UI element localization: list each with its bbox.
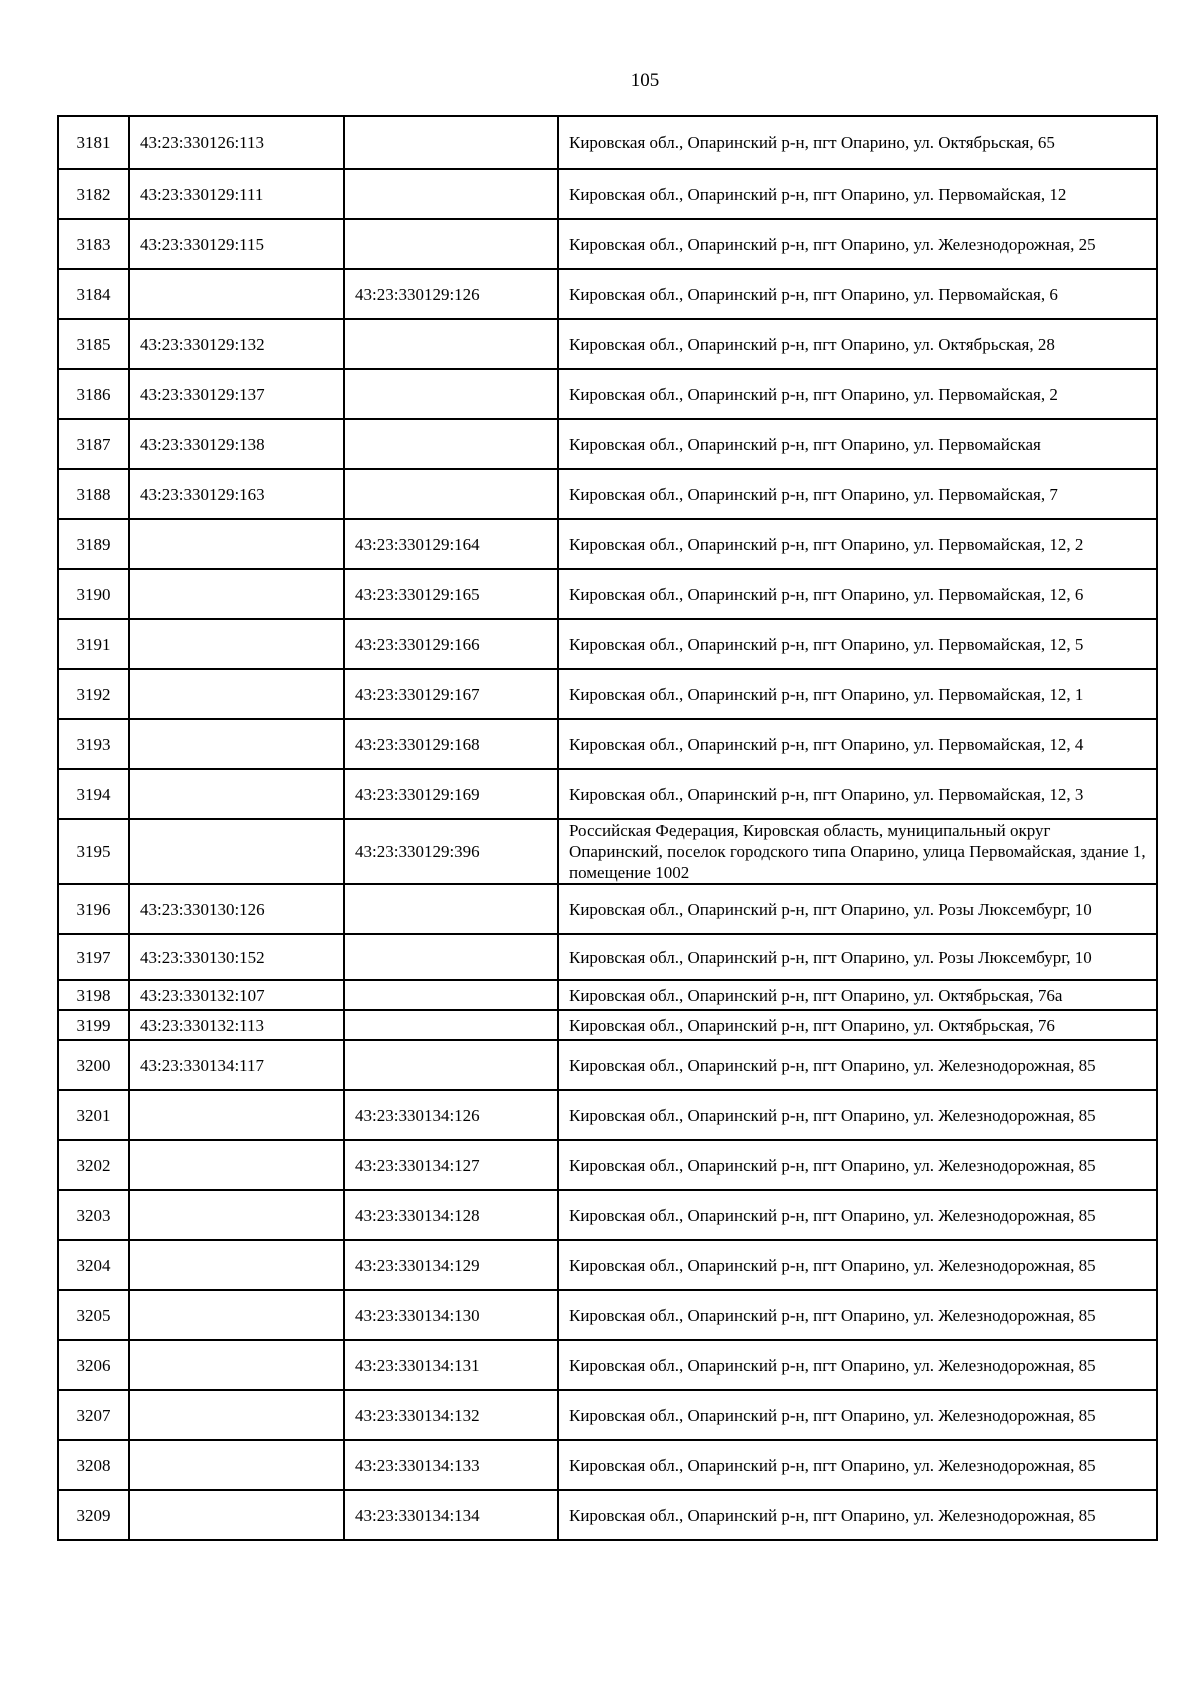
object-cadastral-number-cell: 43:23:330129:167	[344, 669, 558, 719]
address-cell: Кировская обл., Опаринский р-н, пгт Опарино, ул. Первомайская, 2	[558, 369, 1157, 419]
land-cadastral-number-cell: 43:23:330129:163	[129, 469, 344, 519]
address-cell: Кировская обл., Опаринский р-н, пгт Опарино, ул. Первомайская, 12, 6	[558, 569, 1157, 619]
row-number-cell: 3191	[58, 619, 129, 669]
table-row	[58, 419, 1157, 469]
object-cadastral-number-cell	[344, 884, 558, 934]
land-cadastral-number-cell	[129, 269, 344, 319]
address-cell: Кировская обл., Опаринский р-н, пгт Опарино, ул. Железнодорожная, 85	[558, 1340, 1157, 1390]
table-row	[58, 884, 1157, 934]
address-cell: Кировская обл., Опаринский р-н, пгт Опарино, ул. Железнодорожная, 85	[558, 1190, 1157, 1240]
object-cadastral-number-cell	[344, 369, 558, 419]
row-number-cell: 3200	[58, 1040, 129, 1090]
row-number-cell: 3204	[58, 1240, 129, 1290]
land-cadastral-number-cell: 43:23:330129:111	[129, 169, 344, 219]
land-cadastral-number-cell	[129, 1140, 344, 1190]
row-number-cell: 3189	[58, 519, 129, 569]
table-row	[58, 980, 1157, 1010]
land-cadastral-number-cell	[129, 769, 344, 819]
row-number-cell: 3205	[58, 1290, 129, 1340]
table-row	[58, 769, 1157, 819]
land-cadastral-number-cell	[129, 1240, 344, 1290]
row-number-cell: 3202	[58, 1140, 129, 1190]
row-number-cell: 3193	[58, 719, 129, 769]
table-row	[58, 1440, 1157, 1490]
object-cadastral-number-cell	[344, 319, 558, 369]
address-cell: Кировская обл., Опаринский р-н, пгт Опарино, ул. Первомайская, 12, 2	[558, 519, 1157, 569]
address-cell: Кировская обл., Опаринский р-н, пгт Опарино, ул. Октябрьская, 76а	[558, 980, 1157, 1010]
address-cell: Кировская обл., Опаринский р-н, пгт Опарино, ул. Железнодорожная, 25	[558, 219, 1157, 269]
land-cadastral-number-cell: 43:23:330130:152	[129, 934, 344, 980]
address-cell: Кировская обл., Опаринский р-н, пгт Опарино, ул. Первомайская, 12, 3	[558, 769, 1157, 819]
address-cell: Кировская обл., Опаринский р-н, пгт Опарино, ул. Железнодорожная, 85	[558, 1290, 1157, 1340]
table-row	[58, 116, 1157, 169]
land-cadastral-number-cell: 43:23:330129:137	[129, 369, 344, 419]
land-cadastral-number-cell	[129, 1490, 344, 1540]
object-cadastral-number-cell	[344, 116, 558, 169]
object-cadastral-number-cell	[344, 934, 558, 980]
address-cell: Кировская обл., Опаринский р-н, пгт Опарино, ул. Первомайская, 12	[558, 169, 1157, 219]
object-cadastral-number-cell: 43:23:330129:126	[344, 269, 558, 319]
row-number-cell: 3198	[58, 980, 129, 1010]
address-cell: Кировская обл., Опаринский р-н, пгт Опарино, ул. Первомайская, 12, 4	[558, 719, 1157, 769]
land-cadastral-number-cell	[129, 569, 344, 619]
land-cadastral-number-cell: 43:23:330134:117	[129, 1040, 344, 1090]
row-number-cell: 3197	[58, 934, 129, 980]
object-cadastral-number-cell	[344, 469, 558, 519]
table-row	[58, 1090, 1157, 1140]
row-number-cell: 3195	[58, 819, 129, 884]
address-cell: Кировская обл., Опаринский р-н, пгт Опарино, ул. Первомайская, 12, 5	[558, 619, 1157, 669]
row-number-cell: 3186	[58, 369, 129, 419]
address-cell: Кировская обл., Опаринский р-н, пгт Опарино, ул. Первомайская	[558, 419, 1157, 469]
land-cadastral-number-cell: 43:23:330126:113	[129, 116, 344, 169]
registry-table-body	[58, 116, 1157, 1540]
address-cell: Кировская обл., Опаринский р-н, пгт Опарино, ул. Розы Люксембург, 10	[558, 884, 1157, 934]
row-number-cell: 3182	[58, 169, 129, 219]
table-row	[58, 619, 1157, 669]
row-number-cell: 3181	[58, 116, 129, 169]
table-row	[58, 1040, 1157, 1090]
land-cadastral-number-cell: 43:23:330129:115	[129, 219, 344, 269]
object-cadastral-number-cell: 43:23:330129:164	[344, 519, 558, 569]
row-number-cell: 3183	[58, 219, 129, 269]
object-cadastral-number-cell: 43:23:330134:126	[344, 1090, 558, 1140]
row-number-cell: 3208	[58, 1440, 129, 1490]
table-row	[58, 469, 1157, 519]
table-row	[58, 1140, 1157, 1190]
row-number-cell: 3187	[58, 419, 129, 469]
address-cell: Кировская обл., Опаринский р-н, пгт Опарино, ул. Первомайская, 12, 1	[558, 669, 1157, 719]
land-cadastral-number-cell: 43:23:330132:113	[129, 1010, 344, 1040]
table-row	[58, 1490, 1157, 1540]
object-cadastral-number-cell: 43:23:330129:166	[344, 619, 558, 669]
address-cell: Кировская обл., Опаринский р-н, пгт Опарино, ул. Железнодорожная, 85	[558, 1390, 1157, 1440]
row-number-cell: 3184	[58, 269, 129, 319]
object-cadastral-number-cell: 43:23:330134:132	[344, 1390, 558, 1440]
object-cadastral-number-cell: 43:23:330129:169	[344, 769, 558, 819]
row-number-cell: 3190	[58, 569, 129, 619]
address-cell: Кировская обл., Опаринский р-н, пгт Опарино, ул. Железнодорожная, 85	[558, 1040, 1157, 1090]
object-cadastral-number-cell: 43:23:330134:134	[344, 1490, 558, 1540]
address-cell: Кировская обл., Опаринский р-н, пгт Опарино, ул. Железнодорожная, 85	[558, 1440, 1157, 1490]
land-cadastral-number-cell	[129, 519, 344, 569]
row-number-cell: 3207	[58, 1390, 129, 1440]
registry-table	[57, 115, 1158, 1541]
row-number-cell: 3188	[58, 469, 129, 519]
table-row	[58, 719, 1157, 769]
object-cadastral-number-cell: 43:23:330134:128	[344, 1190, 558, 1240]
land-cadastral-number-cell	[129, 1440, 344, 1490]
table-row	[58, 1290, 1157, 1340]
object-cadastral-number-cell: 43:23:330129:165	[344, 569, 558, 619]
address-cell: Кировская обл., Опаринский р-н, пгт Опарино, ул. Октябрьская, 76	[558, 1010, 1157, 1040]
table-row	[58, 1190, 1157, 1240]
land-cadastral-number-cell: 43:23:330129:132	[129, 319, 344, 369]
table-row	[58, 269, 1157, 319]
row-number-cell: 3196	[58, 884, 129, 934]
table-row	[58, 1010, 1157, 1040]
address-cell: Кировская обл., Опаринский р-н, пгт Опарино, ул. Октябрьская, 28	[558, 319, 1157, 369]
row-number-cell: 3201	[58, 1090, 129, 1140]
object-cadastral-number-cell	[344, 419, 558, 469]
page-number: 105	[630, 70, 660, 91]
object-cadastral-number-cell: 43:23:330134:127	[344, 1140, 558, 1190]
row-number-cell: 3194	[58, 769, 129, 819]
object-cadastral-number-cell	[344, 1010, 558, 1040]
object-cadastral-number-cell	[344, 1040, 558, 1090]
row-number-cell: 3192	[58, 669, 129, 719]
table-row	[58, 169, 1157, 219]
land-cadastral-number-cell	[129, 719, 344, 769]
object-cadastral-number-cell	[344, 219, 558, 269]
row-number-cell: 3203	[58, 1190, 129, 1240]
land-cadastral-number-cell	[129, 1390, 344, 1440]
table-row	[58, 369, 1157, 419]
address-cell: Кировская обл., Опаринский р-н, пгт Опарино, ул. Первомайская, 6	[558, 269, 1157, 319]
table-row	[58, 934, 1157, 980]
row-number-cell: 3199	[58, 1010, 129, 1040]
address-cell: Кировская обл., Опаринский р-н, пгт Опарино, ул. Железнодорожная, 85	[558, 1240, 1157, 1290]
row-number-cell: 3185	[58, 319, 129, 369]
address-cell: Российская Федерация, Кировская область, муниципальный округ Опаринский, поселок городского типа Опарино, улица Первомайская, здание 1, помещение 1002	[558, 819, 1157, 884]
table-row	[58, 569, 1157, 619]
land-cadastral-number-cell	[129, 619, 344, 669]
row-number-cell: 3209	[58, 1490, 129, 1540]
object-cadastral-number-cell: 43:23:330129:396	[344, 819, 558, 884]
table-row	[58, 669, 1157, 719]
land-cadastral-number-cell: 43:23:330132:107	[129, 980, 344, 1010]
table-row	[58, 519, 1157, 569]
land-cadastral-number-cell: 43:23:330130:126	[129, 884, 344, 934]
land-cadastral-number-cell	[129, 1290, 344, 1340]
table-row	[58, 219, 1157, 269]
table-row	[58, 1340, 1157, 1390]
land-cadastral-number-cell: 43:23:330129:138	[129, 419, 344, 469]
table-row	[58, 1240, 1157, 1290]
object-cadastral-number-cell: 43:23:330134:133	[344, 1440, 558, 1490]
table-row	[58, 819, 1157, 884]
object-cadastral-number-cell	[344, 169, 558, 219]
object-cadastral-number-cell: 43:23:330129:168	[344, 719, 558, 769]
object-cadastral-number-cell: 43:23:330134:130	[344, 1290, 558, 1340]
land-cadastral-number-cell	[129, 819, 344, 884]
land-cadastral-number-cell	[129, 669, 344, 719]
object-cadastral-number-cell: 43:23:330134:129	[344, 1240, 558, 1290]
object-cadastral-number-cell	[344, 980, 558, 1010]
address-cell: Кировская обл., Опаринский р-н, пгт Опарино, ул. Октябрьская, 65	[558, 116, 1157, 169]
object-cadastral-number-cell: 43:23:330134:131	[344, 1340, 558, 1390]
table-row	[58, 1390, 1157, 1440]
land-cadastral-number-cell	[129, 1190, 344, 1240]
address-cell: Кировская обл., Опаринский р-н, пгт Опарино, ул. Железнодорожная, 85	[558, 1140, 1157, 1190]
table-row	[58, 319, 1157, 369]
land-cadastral-number-cell	[129, 1340, 344, 1390]
row-number-cell: 3206	[58, 1340, 129, 1390]
address-cell: Кировская обл., Опаринский р-н, пгт Опарино, ул. Розы Люксембург, 10	[558, 934, 1157, 980]
land-cadastral-number-cell	[129, 1090, 344, 1140]
address-cell: Кировская обл., Опаринский р-н, пгт Опарино, ул. Первомайская, 7	[558, 469, 1157, 519]
address-cell: Кировская обл., Опаринский р-н, пгт Опарино, ул. Железнодорожная, 85	[558, 1090, 1157, 1140]
address-cell: Кировская обл., Опаринский р-н, пгт Опарино, ул. Железнодорожная, 85	[558, 1490, 1157, 1540]
